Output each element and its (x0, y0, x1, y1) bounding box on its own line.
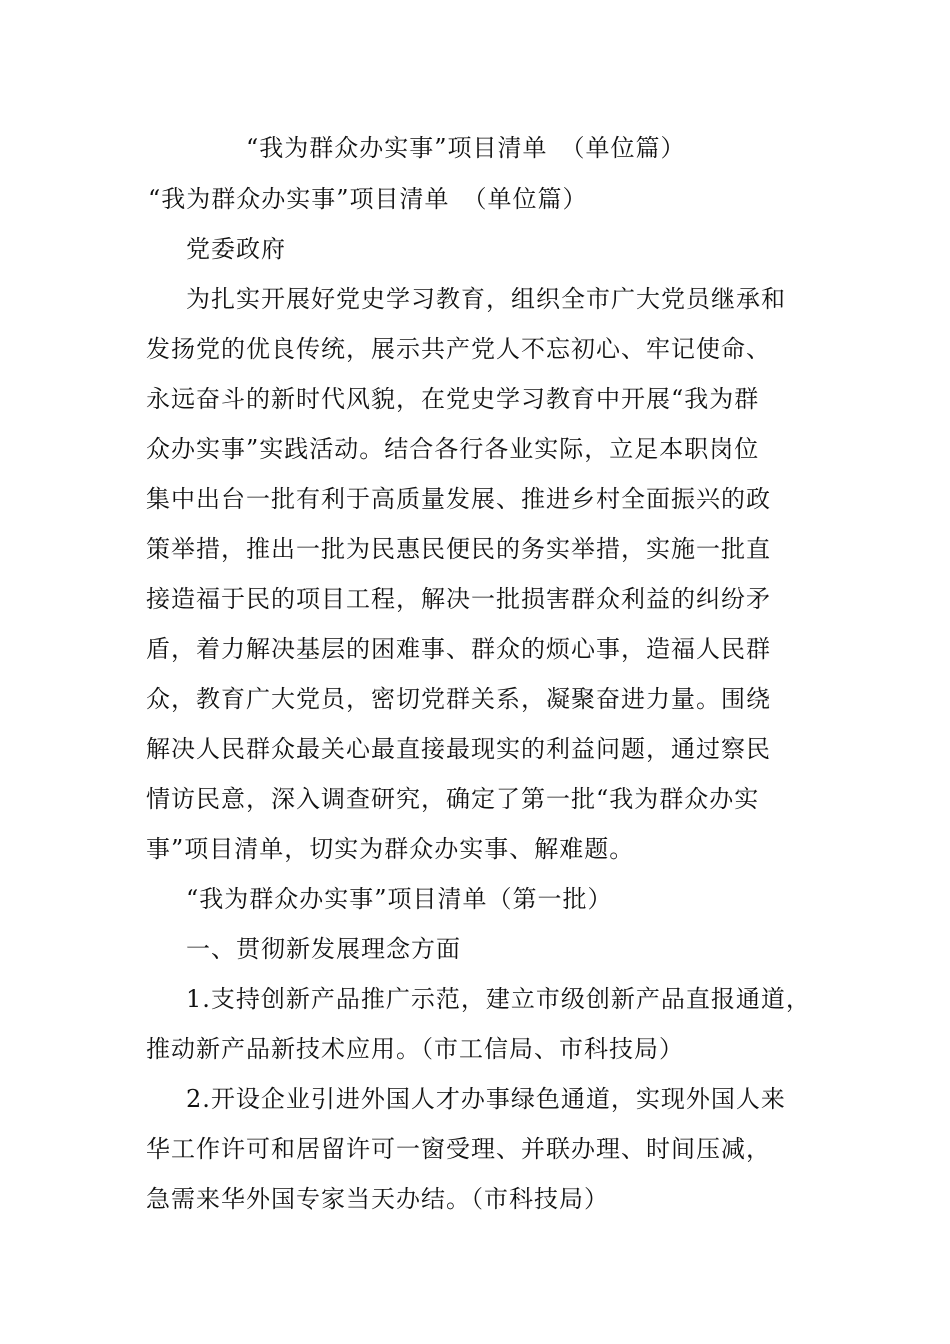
list-item-line: 2.开设企业引进外国人才办事绿色通道，实现外国人来 (186, 1085, 786, 1113)
intro-line: 众，教育广大党员，密切党群关系，凝聚奋进力量。围绕 (146, 685, 771, 713)
list-item-line: 推动新产品新技术应用。（市工信局、市科技局） (146, 1035, 684, 1063)
intro-line: 情访民意，深入调查研究，确定了第一批“我为群众办实 (146, 785, 760, 813)
intro-line: 发扬党的优良传统，展示共产党人不忘初心、牢记使命、 (146, 335, 771, 363)
list-item-line: 1.支持创新产品推广示范，建立市级创新产品直报通道， (186, 985, 811, 1013)
section-heading: 党委政府 (186, 235, 286, 263)
intro-line: 接造福于民的项目工程，解决一批损害群众利益的纠纷矛 (146, 585, 771, 613)
intro-line: 集中出台一批有利于高质量发展、推进乡村全面振兴的政 (146, 485, 771, 513)
category-heading: 一、贯彻新发展理念方面 (186, 935, 461, 963)
intro-line: 事”项目清单，切实为群众办实事、解难题。 (146, 835, 635, 863)
intro-line: 众办实事”实践活动。结合各行各业实际，立足本职岗位 (146, 435, 760, 463)
intro-line: 为扎实开展好党史学习教育，组织全市广大党员继承和 (186, 285, 786, 313)
document-title: “我为群众办实事”项目清单 （单位篇） (246, 134, 686, 162)
list-item-line: 华工作许可和居留许可一窗受理、并联办理、时间压减， (146, 1135, 771, 1163)
intro-line: 永远奋斗的新时代风貌，在党史学习教育中开展“我为群 (146, 385, 760, 413)
list-item-line: 急需来华外国专家当天办结。（市科技局） (146, 1185, 609, 1213)
intro-line: 解决人民群众最关心最直接最现实的利益问题，通过察民 (146, 735, 771, 763)
list-title: “我为群众办实事”项目清单（第一批） (186, 885, 613, 913)
document-subtitle: “我为群众办实事”项目清单 （单位篇） (148, 185, 588, 213)
intro-line: 盾，着力解决基层的困难事、群众的烦心事，造福人民群 (146, 635, 771, 663)
intro-line: 策举措，推出一批为民惠民便民的务实举措，实施一批直 (146, 535, 771, 563)
